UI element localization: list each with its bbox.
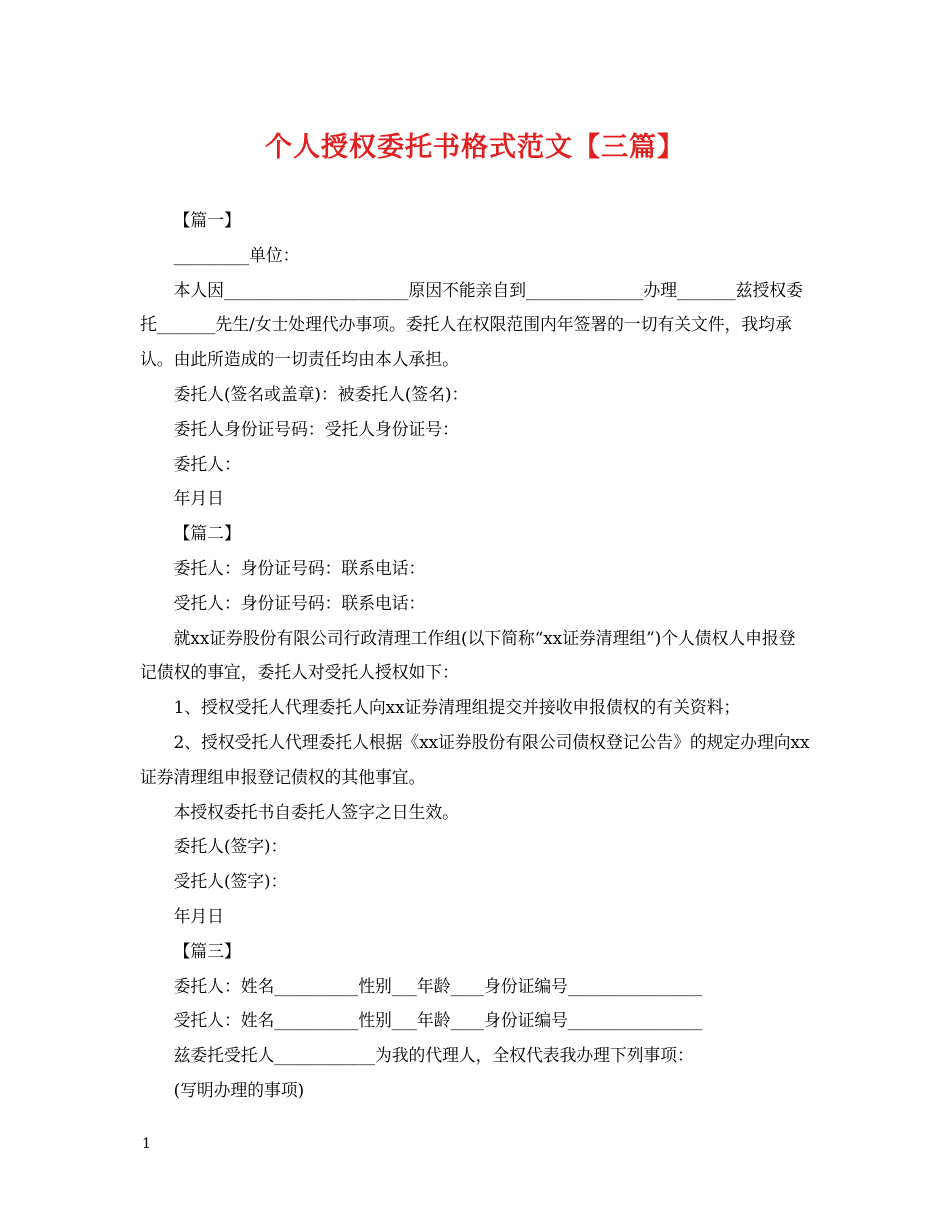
- appointment-line: 兹委托受托人____________为我的代理人，全权代表我办理下列事项：: [173, 1045, 694, 1066]
- matter-paragraph: 就xx证券股份有限公司行政清理工作组(以下简称“xx证券清理组”)个人债权人申报登记债权的事宜，委托人对受托人授权如下：: [140, 627, 796, 683]
- document-body: [140, 203, 812, 1108]
- id-number-line: 委托人身份证号码：受托人身份证号：: [173, 418, 459, 439]
- principal-info-line: 委托人：身份证号码：联系电话：: [173, 557, 426, 578]
- section-heading-3: 【篇三】: [173, 940, 241, 961]
- matters-note: (写明办理的事项): [173, 1079, 305, 1100]
- principal-line: 委托人：: [173, 453, 241, 474]
- section-heading-2: 【篇二】: [173, 523, 241, 544]
- authorization-item-1: 1、授权受托人代理委托人向xx证券清理组提交并接收申报债权的有关资料；: [173, 697, 741, 718]
- authorization-item-2: 2、授权受托人代理委托人根据《xx证券股份有限公司债权登记公告》的规定办理向xx证券清理组申报登记债权的其他事宜。: [140, 731, 810, 787]
- agent-signature-line: 受托人(签字)：: [173, 871, 288, 892]
- principal-signature-line: 委托人(签字)：: [173, 836, 288, 857]
- section-heading-1: 【篇一】: [173, 210, 241, 230]
- date-line: 年月日: [173, 488, 224, 509]
- agent-details-line: 受托人：姓名__________性别___年龄____身份证编号________________: [173, 1010, 703, 1031]
- page-number: 1: [142, 1136, 151, 1152]
- signature-line: 委托人(签名或盖章)：被委托人(签名)：: [173, 383, 469, 404]
- principal-details-line: 委托人：姓名__________性别___年龄____身份证编号________________: [173, 975, 703, 996]
- document-title: 个人授权委托书格式范文【三篇】: [265, 132, 685, 163]
- agent-info-line: 受托人：身份证号码：联系电话：: [173, 592, 426, 613]
- authorization-paragraph: 本人因______________________原因不能亲自到______________办理_______兹授权委托_______先生/女士处理代办事项。委托人在权限范围内年签署的一切有关文件，我均承认。由此所造成的一切责任均由本人承担。: [140, 279, 803, 370]
- unit-line: _________单位：: [173, 244, 300, 265]
- effective-line: 本授权委托书自委托人签字之日生效。: [173, 801, 459, 822]
- date-line-2: 年月日: [173, 905, 224, 926]
